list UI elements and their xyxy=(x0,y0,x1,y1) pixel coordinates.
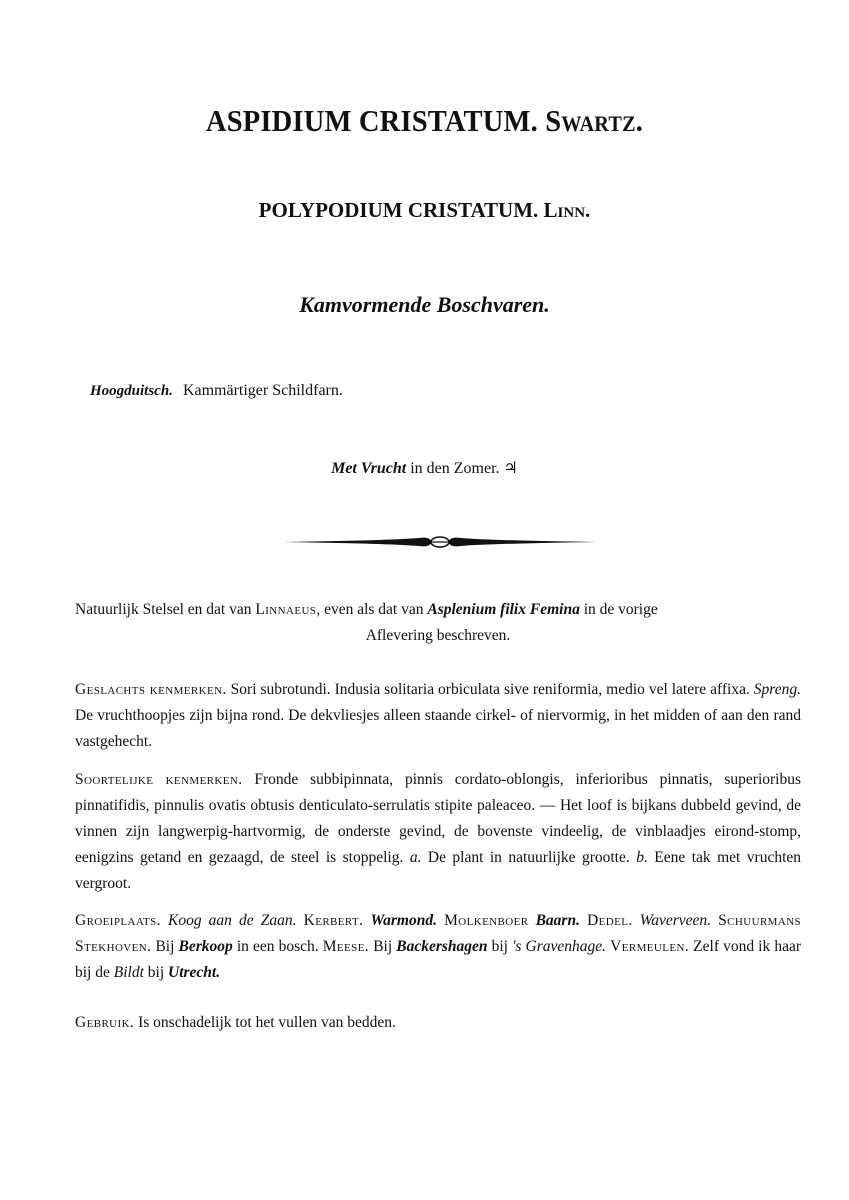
locality-baarn: Baarn. xyxy=(535,912,580,929)
locality-gravenhage: 's Gravenhage. xyxy=(512,938,607,955)
genus-characters-label: Geslachts kenmerken. xyxy=(75,681,227,698)
locality-waverveen: Waverveen. xyxy=(639,912,712,929)
text-bosch: in een bosch. xyxy=(236,938,319,955)
german-name-line xyxy=(90,382,343,400)
collector-molkenboer: Molkenboer xyxy=(444,912,529,929)
collector-kerbert: Kerbert. xyxy=(303,912,364,929)
habitat-label: Groeiplaats. xyxy=(75,912,161,929)
fruiting-prefix: Met Vrucht xyxy=(331,460,407,477)
german-language-label: Hoogduitsch. xyxy=(90,383,173,399)
collector-meese: Meese. xyxy=(322,938,370,955)
linnaeus-name: Linnaeus xyxy=(255,601,317,618)
species-characters-text-3: Eene tak met vruchten vergroot. xyxy=(75,849,802,892)
perennial-symbol: ♃ xyxy=(503,460,518,477)
intro-text-1: Natuurlijk Stelsel en dat van xyxy=(75,601,252,618)
locality-utrecht: Utrecht. xyxy=(168,964,221,981)
species-characters-text-1: Fronde subbipinnata, pinnis cordato-oblongis, inferioribus pinnatis, superioribus pinnatifidis, pinnulis ovatis obtusis denticulato-serrulatis stipite paleaceo. — Het loof is bijkans dubbeld gevind, de vinnen zijn langwerpig-hartvormig, de onderste gevind, de bovenste vindeelig, de vinblaadjes eirond-stomp, eenigzins getand en gezaagd, de steel is stoppelig. xyxy=(75,771,802,866)
species-reference: Asplenium filix Femina xyxy=(427,601,580,618)
text-bij-3: bij xyxy=(491,938,508,955)
intro-line-2: Aflevering beschreven. xyxy=(365,627,511,644)
ornament-divider xyxy=(284,532,596,552)
collector-dedel: Dedel. xyxy=(587,912,633,929)
use-text: Is onschadelijk tot het vullen van bedden. xyxy=(138,1014,396,1031)
main-title xyxy=(34,103,815,139)
use-paragraph xyxy=(75,1010,801,1036)
text-zelf: Zelf vond ik haar bij de xyxy=(75,938,801,981)
fruiting-suffix: in den Zomer. xyxy=(410,460,500,477)
german-name: Kammärtiger Schildfarn. xyxy=(182,382,343,399)
locality-berkoop: Berkoop xyxy=(178,938,233,955)
synonym-title-author: Linn. xyxy=(543,198,591,222)
spreng-citation: Spreng. xyxy=(753,681,801,698)
species-characters-label: Soortelijke kenmerken. xyxy=(75,771,243,788)
locality-backershagen: Backershagen xyxy=(396,938,488,955)
text-bij-2: Bij xyxy=(373,938,393,955)
collector-schuurmans: Schuurmans Stekhoven. xyxy=(75,912,802,955)
locality-warmond: Warmond. xyxy=(370,912,437,929)
intro-paragraph xyxy=(75,597,801,649)
habitat-paragraph xyxy=(75,908,801,986)
text-bij-1: Bij xyxy=(155,938,175,955)
locality-koog: Koog aan de Zaan. xyxy=(167,912,297,929)
locality-bildt: Bildt xyxy=(113,964,144,981)
figure-b-marker: b. xyxy=(636,849,648,866)
genus-characters-text-2: De vruchthoopjes zijn bijna rond. De dekvliesjes alleen staande cirkel- of niervormig, in het midden of aan den rand vastgehecht. xyxy=(75,707,801,750)
main-title-author: Swartz. xyxy=(545,103,644,138)
genus-characters-text-1: Sori subrotundi. Indusia solitaria orbiculata sive reniformia, medio vel latere affixa. xyxy=(230,681,750,698)
species-characters-text-2: De plant in natuurlijke grootte. xyxy=(427,849,630,866)
genus-characters-paragraph xyxy=(75,677,801,755)
synonym-title xyxy=(0,198,849,223)
dutch-name: Kamvormende Boschvaren. xyxy=(299,292,550,317)
text-bij-4: bij xyxy=(147,964,165,981)
use-label: Gebruik. xyxy=(75,1014,135,1031)
synonym-title-name: POLYPODIUM CRISTATUM. xyxy=(258,198,539,222)
collector-vermeulen: Vermeulen. xyxy=(610,938,690,955)
intro-text-3: in de vorige xyxy=(583,601,658,618)
species-characters-paragraph xyxy=(75,767,801,897)
fruiting-line xyxy=(0,458,849,478)
figure-a-marker: a. xyxy=(409,849,422,866)
intro-text-2: , even als dat van xyxy=(316,601,424,618)
main-title-name: ASPIDIUM CRISTATUM. xyxy=(205,103,538,138)
